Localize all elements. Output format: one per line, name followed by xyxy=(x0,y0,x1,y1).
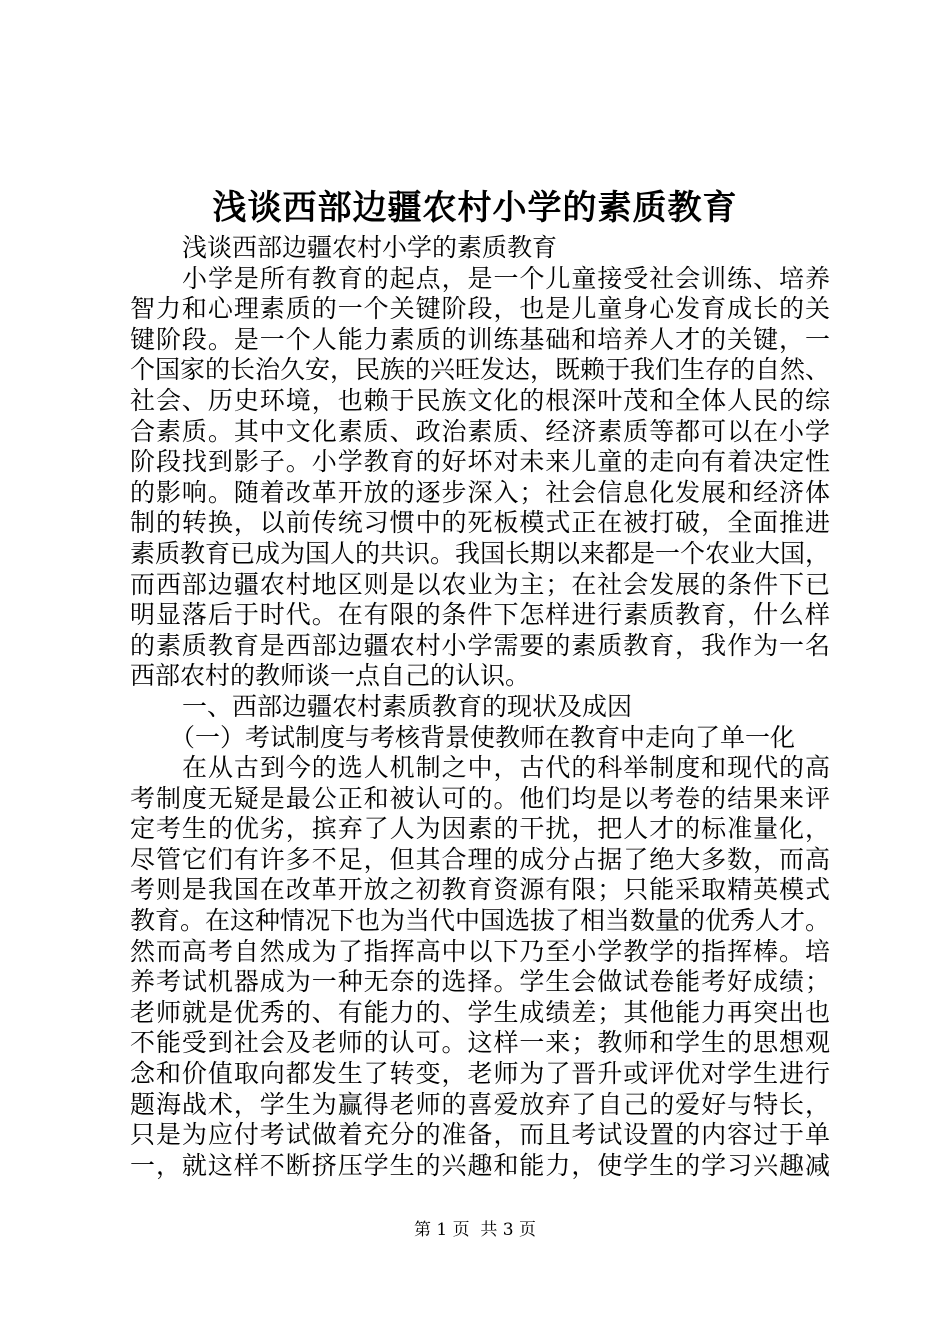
page-number-footer: 第 1 页 共 3 页 xyxy=(413,1220,537,1240)
subtitle-line: 浅谈西部边疆农村小学的素质教育 xyxy=(182,233,558,262)
paragraph-line: 不能受到社会及老师的认可。这样一来；教师和学生的思想观 xyxy=(130,1028,830,1058)
paragraph-line: 制的转换，以前传统习惯中的死板模式正在被打破，全面推进 xyxy=(130,508,830,538)
subsection-heading: （一）考试制度与考核背景使教师在教育中走向了单一化 xyxy=(170,722,796,752)
paragraph-line: 的素质教育是西部边疆农村小学需要的素质教育，我作为一名 xyxy=(130,630,830,660)
paragraph-line: 考制度无疑是最公正和被认可的。他们均是以考卷的结果来评 xyxy=(130,783,830,813)
paragraph-line: 而西部边疆农村地区则是以农业为主；在社会发展的条件下已 xyxy=(130,569,830,599)
paragraph-line: 素质教育已成为国人的共识。我国长期以来都是一个农业大国， xyxy=(130,538,831,568)
paragraph-line: 键阶段。是一个人能力素质的训练基础和培养人才的关键，一 xyxy=(130,324,830,354)
paragraph-line: 社会、历史环境，也赖于民族文化的根深叶茂和全体人民的综 xyxy=(130,385,830,415)
paragraph-line: 明显落后于时代。在有限的条件下怎样进行素质教育，什么样 xyxy=(130,600,830,630)
paragraph-line: 尽管它们有许多不足，但其合理的成分占据了绝大多数，而高 xyxy=(130,844,830,874)
paragraph-line: 个国家的长治久安，民族的兴旺发达，既赖于我们生存的自然、 xyxy=(130,355,831,385)
paragraph-line: 定考生的优劣，摈弃了人为因素的干扰，把人才的标准量化， xyxy=(130,814,830,844)
paragraph-line: 小学是所有教育的起点，是一个儿童接受社会训练、培养 xyxy=(182,263,830,293)
paragraph-line: 智力和心理素质的一个关键阶段，也是儿童身心发育成长的关 xyxy=(130,294,830,324)
paragraph-line: 一，就这样不断挤压学生的兴趣和能力，使学生的学习兴趣减 xyxy=(130,1150,830,1180)
section-heading: 一、西部边疆农村素质教育的现状及成因 xyxy=(182,691,633,721)
paragraph-line: 西部农村的教师谈一点自己的认识。 xyxy=(130,661,531,691)
paragraph-line: 念和价值取向都发生了转变，老师为了晋升或评优对学生进行 xyxy=(130,1059,830,1089)
paragraph-line: 然而高考自然成为了指挥高中以下乃至小学教学的指挥棒。培 xyxy=(130,936,830,966)
paragraph-line: 老师就是优秀的、有能力的、学生成绩差；其他能力再突出也 xyxy=(130,997,830,1027)
paragraph-line: 合素质。其中文化素质、政治素质、经济素质等都可以在小学 xyxy=(130,416,830,446)
paragraph-line: 养考试机器成为一种无奈的选择。学生会做试卷能考好成绩； xyxy=(130,967,830,997)
paragraph-line: 的影响。随着改革开放的逐步深入；社会信息化发展和经济体 xyxy=(130,477,830,507)
paragraph-line: 在从古到今的选人机制之中，古代的科举制度和现代的高 xyxy=(182,753,830,783)
document-title: 浅谈西部边疆农村小学的素质教育 xyxy=(212,188,738,228)
paragraph-line: 考则是我国在改革开放之初教育资源有限；只能采取精英模式 xyxy=(130,875,830,905)
paragraph-line: 教育。在这种情况下也为当代中国选拔了相当数量的优秀人才。 xyxy=(130,906,831,936)
paragraph-line: 阶段找到影子。小学教育的好坏对未来儿童的走向有着决定性 xyxy=(130,447,830,477)
document-body xyxy=(130,233,830,1181)
paragraph-line: 题海战术，学生为赢得老师的喜爱放弃了自己的爱好与特长， xyxy=(130,1089,830,1119)
paragraph-line: 只是为应付考试做着充分的准备，而且考试设置的内容过于单 xyxy=(130,1120,830,1150)
